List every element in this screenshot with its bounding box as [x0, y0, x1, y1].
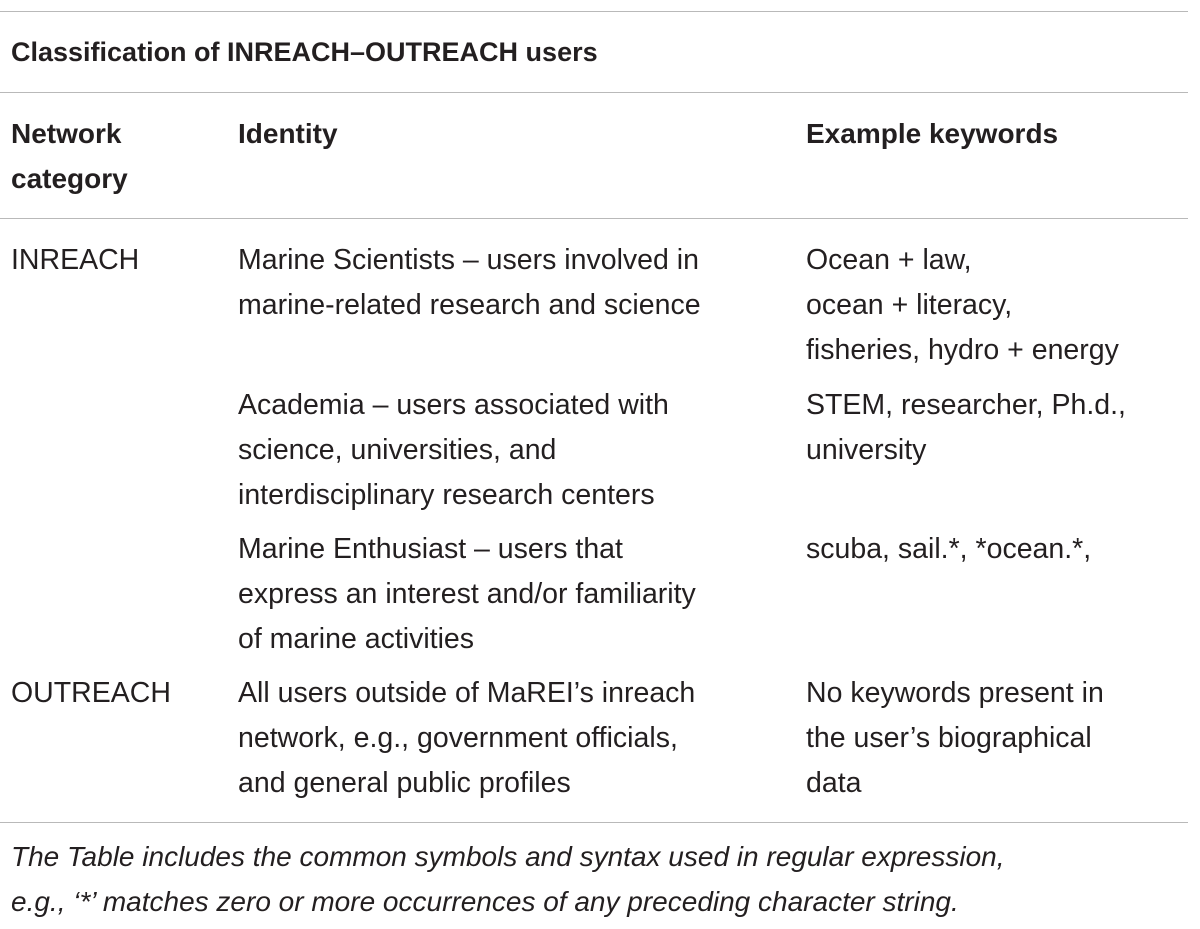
identity-line: Academia – users associated with: [238, 389, 669, 421]
identity-line: marine-related research and science: [238, 289, 701, 321]
table-footnote: [11, 834, 1005, 924]
keywords-cell: [806, 383, 1126, 473]
header-network-category-line: Network: [11, 118, 122, 149]
keywords-cell: [806, 238, 1119, 373]
keywords-line: data: [806, 767, 862, 799]
identity-line: Marine Enthusiast – users that: [238, 533, 623, 565]
identity-line: of marine activities: [238, 623, 475, 655]
footnote-line: e.g., ‘*’ matches zero or more occurrences of any preceding character string.: [11, 886, 959, 917]
header-rule: [0, 218, 1188, 219]
header-identity: Identity: [238, 118, 338, 149]
keywords-line: ocean + literacy,: [806, 289, 1013, 321]
identity-cell: [238, 527, 696, 662]
category-cell: INREACH: [11, 244, 140, 276]
header-example-keywords: Example keywords: [806, 118, 1059, 149]
identity-line: and general public profiles: [238, 767, 571, 799]
keywords-cell: [806, 671, 1104, 806]
identity-cell: [238, 238, 701, 328]
keywords-line: STEM, researcher, Ph.d.,: [806, 389, 1126, 421]
category-cell: OUTREACH: [11, 677, 171, 709]
header-network-category-line: category: [11, 163, 128, 194]
bottom-rule: [0, 822, 1188, 823]
identity-line: network, e.g., government officials,: [238, 722, 678, 754]
caption-rule: [0, 92, 1188, 93]
keywords-cell: [806, 527, 1091, 572]
table-caption: Classification of INREACH–OUTREACH users: [11, 37, 598, 67]
header-network-category: [11, 111, 128, 201]
identity-line: science, universities, and: [238, 434, 557, 466]
identity-cell: [238, 671, 695, 806]
footnote-line: The Table includes the common symbols and syntax used in regular expression,: [11, 841, 1005, 872]
keywords-line: the user’s biographical: [806, 722, 1092, 754]
identity-line: All users outside of MaREI’s inreach: [238, 677, 696, 709]
keywords-line: university: [806, 434, 927, 466]
top-rule: [0, 11, 1188, 12]
identity-line: interdisciplinary research centers: [238, 479, 655, 511]
identity-cell: [238, 383, 669, 518]
keywords-line: Ocean + law,: [806, 244, 972, 276]
keywords-line: scuba, sail.*, *ocean.*,: [806, 533, 1092, 565]
keywords-line: fisheries, hydro + energy: [806, 334, 1119, 366]
keywords-line: No keywords present in: [806, 677, 1104, 709]
identity-line: express an interest and/or familiarity: [238, 578, 696, 610]
identity-line: Marine Scientists – users involved in: [238, 244, 699, 276]
